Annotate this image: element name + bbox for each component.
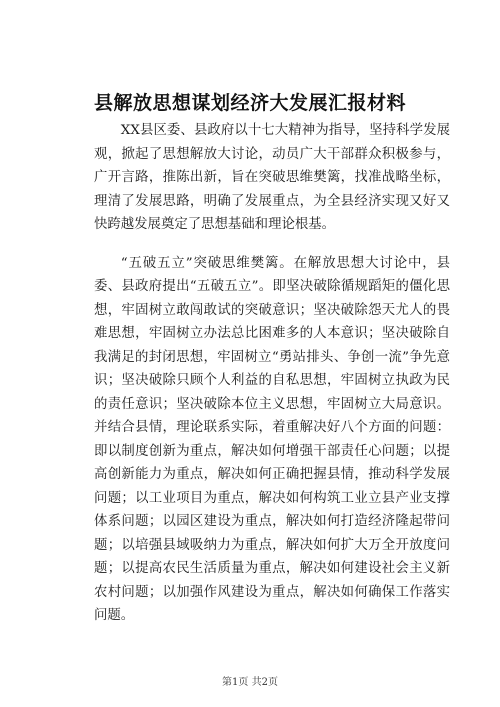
page-number-footer: 第1页 共2页	[222, 677, 278, 688]
paragraph-five-break-five-establish: “五破五立”突破思维樊篱。在解放思想大讨论中，县委、县政府提出“五破五立”。即坚决破除循规蹈矩的僵化思想，牢固树立敢闯敢试的突破意识；坚决破除怨天尤人的畏难思想，牢固树立办法总比困难多的人本意识；坚决破除自我满足的封闭思想，牢固树立“勇站排头、争创一流”争先意识；坚决破除只顾个人利益的自私思想，牢固树立执政为民的责任意识；坚决破除本位主义思想，牢固树立大局意识。并结合县情，理论联系实际，着重解决好八个方面的问题：即以制度创新为重点，解决如何增强干部责任心问题；以提高创新能力为重点，解决如何正确把握县情，推动科学发展问题；以工业项目为重点，解决如何构筑工业立县产业支撑体系问题；以园区建设为重点，解决如何打造经济隆起带问题；以培强县域吸纳力为重点，解决如何扩大万全开放度问题；以提高农民生活质量为重点，解决如何建设社会主义新农村问题；以加强作风建设为重点，解决如何确保工作落实问题。	[94, 255, 450, 623]
document-title: 县解放思想谋划经济大发展汇报材料	[93, 92, 406, 114]
document-body	[94, 119, 450, 628]
paragraph-intro: XX县区委、县政府以十七大精神为指导，坚持科学发展观，掀起了思想解放大讨论，动员广大干部群众积极参与，广开言路，推陈出新，旨在突破思维樊篱，找准战略坐标，理清了发展思路，明确了发展重点，为全县经济实现又好又快跨越发展奠定了思想基础和理论根基。	[94, 123, 450, 232]
